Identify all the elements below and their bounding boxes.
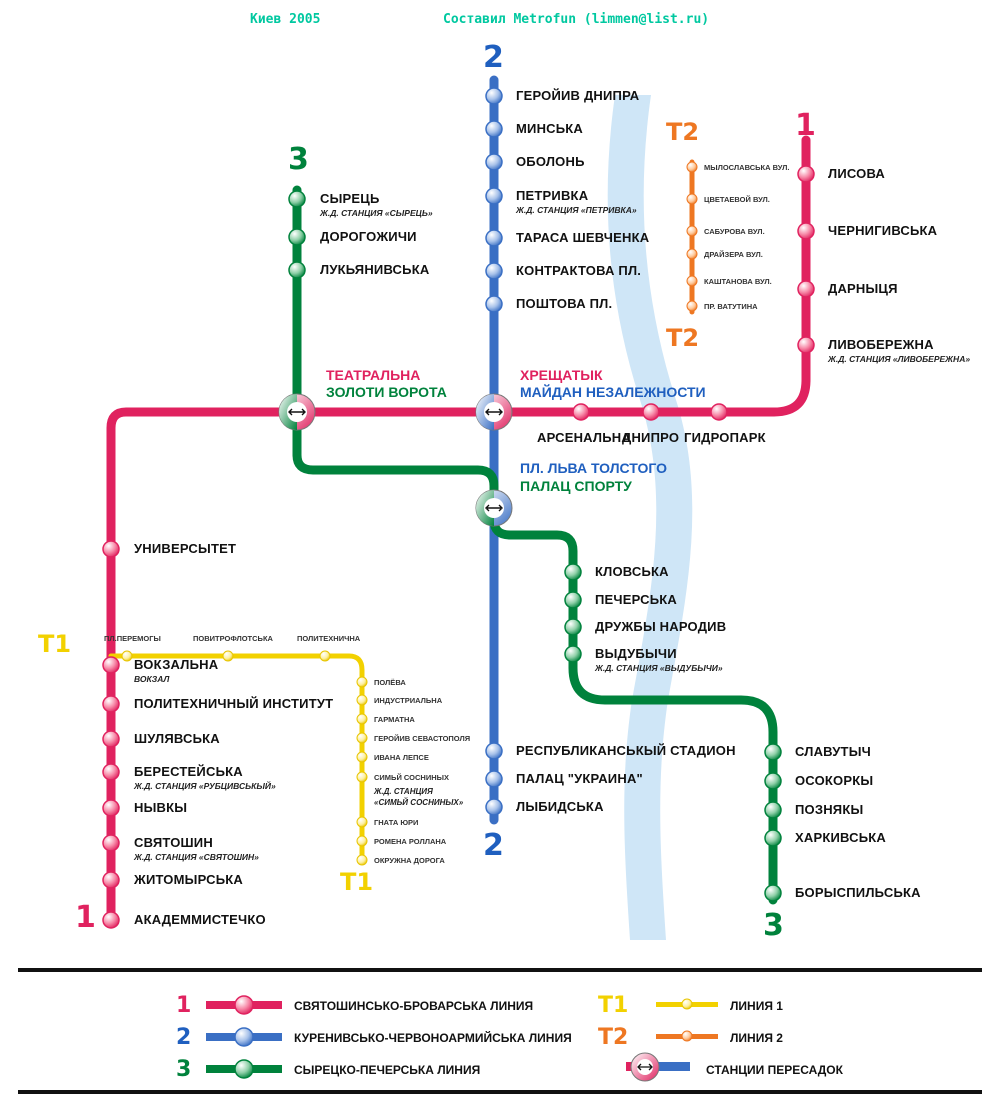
tram-1-track bbox=[111, 656, 362, 862]
tram-stop-note-line2: «СИМЬЙ СОСНИНЫХ» bbox=[374, 798, 464, 807]
tram-stop-label: ПОЛИТЕХНИЧНА bbox=[297, 634, 361, 643]
interchange-label-palats-sportu: ПАЛАЦ СПОРТУ bbox=[520, 478, 632, 494]
station-label: ВЫДУБЫЧИ bbox=[595, 646, 677, 661]
tram-stop-note-line1: Ж.Д. СТАНЦИЯ bbox=[374, 787, 433, 796]
interchange-lva-tolstogo-palats-sportu[interactable] bbox=[476, 490, 512, 526]
line-1-number-bottom: 1 bbox=[75, 900, 96, 935]
station-sublabel: ВОКЗАЛ bbox=[134, 674, 170, 684]
tram-stop-label: КАШТАНОВА ВУЛ. bbox=[704, 277, 772, 286]
line-2-number-bottom: 2 bbox=[483, 828, 504, 863]
tram-stop-label: ПОВИТРОФЛОТСЬКА bbox=[193, 634, 273, 643]
station-label: КЛОВСЬКА bbox=[595, 564, 669, 579]
legend-swatch-tram1 bbox=[656, 999, 718, 1009]
legend-number-tram2: T2 bbox=[598, 1025, 629, 1050]
tram-stop-label: ИНДУСТРИАЛЬНА bbox=[374, 696, 443, 705]
legend-swatch-line2 bbox=[206, 1028, 282, 1046]
interchange-label-zoloti-vorota: ЗОЛОТИ ВОРОТА bbox=[326, 384, 447, 400]
legend-text-tram2: ЛИНИЯ 2 bbox=[730, 1031, 783, 1045]
station-label: ЛИСОВА bbox=[828, 166, 885, 181]
station-label: ЛИВОБЕРЕЖНА bbox=[828, 337, 934, 352]
station-label: ПЕТРИВКА bbox=[516, 188, 589, 203]
interchange-label-teatralna: ТЕАТРАЛЬНА bbox=[326, 367, 421, 383]
interchange-label-lva-tolstogo: ПЛ. ЛЬВА ТОЛСТОГО bbox=[520, 460, 668, 476]
line-1-number-top: 1 bbox=[795, 108, 816, 143]
station-label: ПЕЧЕРСЬКА bbox=[595, 592, 678, 607]
station-label: ДОРОГОЖИЧИ bbox=[320, 229, 417, 244]
station-label: ОСОКОРКЫ bbox=[795, 773, 874, 788]
station-sublabel: Ж.Д. СТАНЦИЯ «ПЕТРИВКА» bbox=[516, 205, 637, 215]
station-label: МИНСЬКА bbox=[516, 121, 584, 136]
tram-stop-label: МЫЛОСЛАВСЬКА ВУЛ. bbox=[704, 163, 790, 172]
tram-stop-label: ГАРМАТНА bbox=[374, 715, 415, 724]
station-sublabel: Ж.Д. СТАНЦИЯ «ВЫДУБЫЧИ» bbox=[595, 663, 723, 673]
legend-number-tram1: T1 bbox=[598, 993, 629, 1018]
station-label: БЕРЕСТЕЙСЬКА bbox=[134, 764, 243, 779]
interchange-khreshchatyk-maidan[interactable] bbox=[476, 394, 512, 430]
station-label: ШУЛЯВСЬКА bbox=[134, 731, 220, 746]
river-dnipro bbox=[608, 95, 693, 940]
tram-stop-label: ПЛ.ПЕРЕМОГЫ bbox=[104, 634, 161, 643]
station-label: ЧЕРНИГИВСЬКА bbox=[828, 223, 938, 238]
tram-stop-label: ПОЛЁВА bbox=[374, 678, 406, 687]
tram-stop-label: ЦВЕТАЕВОЙ ВУЛ. bbox=[704, 195, 770, 204]
station-sublabel: Ж.Д. СТАНЦИЯ «СВЯТОШИН» bbox=[134, 852, 259, 862]
station-label: СЛАВУТЫЧ bbox=[795, 744, 871, 759]
tram-stop-label: САБУРОВА ВУЛ. bbox=[704, 227, 765, 236]
station-label: БОРЫСПИЛЬСЬКА bbox=[795, 885, 921, 900]
station-label: ХАРКИВСЬКА bbox=[795, 830, 886, 845]
station-label: АКАДЕММИСТЕЧКО bbox=[134, 912, 266, 927]
station-label: ГЕРОЙИВ ДНИПРА bbox=[516, 88, 640, 103]
tram-stop-label: ГНАТА ЮРИ bbox=[374, 818, 419, 827]
station-label: ЛУКЬЯНИВСЬКА bbox=[320, 262, 430, 277]
station-label: ВОКЗАЛЬНА bbox=[134, 657, 219, 672]
legend-number-line2: 2 bbox=[176, 1025, 192, 1050]
interchange-label-khreshchatyk: ХРЕЩАТЫК bbox=[520, 367, 603, 383]
legend-text-line3: СЫРЕЦКО-ПЕЧЕРСЬКА ЛИНИЯ bbox=[294, 1063, 481, 1077]
legend-text-tram1: ЛИНИЯ 1 bbox=[730, 999, 783, 1013]
station-label: ПОЗНЯКЫ bbox=[795, 802, 864, 817]
legend-swatch-tram2 bbox=[656, 1031, 718, 1041]
station-label: СЫРЕЦЬ bbox=[320, 191, 380, 206]
station-label: УНИВЕРСЫТЕТ bbox=[134, 541, 237, 556]
line-3-number-bottom: 3 bbox=[763, 908, 784, 943]
tram-stop-label: СИМЬЙ СОСНИНЫХ bbox=[374, 773, 449, 782]
station-label: ДАРНЫЦЯ bbox=[828, 281, 898, 296]
legend-text-line2: КУРЕНИВСЬКО-ЧЕРВОНОАРМИЙСЬКА ЛИНИЯ bbox=[294, 1031, 572, 1045]
map-title-left: Киев 2005 bbox=[250, 12, 321, 27]
station-label: СВЯТОШИН bbox=[134, 835, 213, 850]
station-label: ЛЫБИДСЬКА bbox=[516, 799, 604, 814]
station-label: ОБОЛОНЬ bbox=[516, 154, 585, 169]
station-label: КОНТРАКТОВА ПЛ. bbox=[516, 263, 642, 278]
tram-stop-label: ОКРУЖНА ДОРОГА bbox=[374, 856, 445, 865]
tram-2-number-bottom: T2 bbox=[666, 324, 700, 352]
station-label: ПОШТОВА ПЛ. bbox=[516, 296, 613, 311]
map-title-right: Составил Metrofun (limmen@list.ru) bbox=[443, 12, 710, 27]
station-label: ДНИПРО bbox=[622, 430, 680, 445]
legend-swatch-line3 bbox=[206, 1060, 282, 1078]
station-label: ТАРАСА ШЕВЧЕНКА bbox=[516, 230, 650, 245]
tram-stop-label: ИВАНА ЛЕПСЕ bbox=[374, 753, 429, 762]
station-label: ПАЛАЦ "УКРАИНА" bbox=[516, 771, 643, 786]
line-2-station-dots-south bbox=[486, 743, 502, 815]
station-label: АРСЕНАЛЬНА bbox=[537, 430, 631, 445]
station-sublabel: Ж.Д. СТАНЦИЯ «ЛИВОБЕРЕЖНА» bbox=[828, 354, 971, 364]
line-2-number-top: 2 bbox=[483, 40, 504, 75]
legend-swatch-interchange bbox=[626, 1053, 690, 1081]
legend-text-interchange: СТАНЦИИ ПЕРЕСАДОК bbox=[706, 1063, 843, 1077]
tram-stop-label: ГЕРОЙИВ СЕВАСТОПОЛЯ bbox=[374, 734, 471, 743]
legend-text-line1: СВЯТОШИНСЬКО-БРОВАРСЬКА ЛИНИЯ bbox=[294, 999, 534, 1013]
legend-number-line1: 1 bbox=[176, 993, 192, 1018]
line-3-number-top: 3 bbox=[288, 142, 309, 177]
interchange-label-maidan: МАЙДАН НЕЗАЛЕЖНОСТИ bbox=[520, 384, 706, 400]
station-sublabel: Ж.Д. СТАНЦИЯ «СЫРЕЦЬ» bbox=[320, 208, 433, 218]
station-sublabel: Ж.Д. СТАНЦИЯ «РУБЦИВСЬКЫЙ» bbox=[134, 781, 276, 791]
line-2-station-dots-north bbox=[486, 88, 502, 312]
station-label: РЕСПУБЛИКАНСЬКЫЙ СТАДИОН bbox=[516, 743, 736, 758]
station-label: ДРУЖБЫ НАРОДИВ bbox=[595, 619, 727, 634]
legend-swatch-line1 bbox=[206, 996, 282, 1014]
interchange-teatralna-zoloti-vorota[interactable] bbox=[279, 394, 315, 430]
tram-1-number-left: T1 bbox=[38, 630, 72, 658]
station-label: ГИДРОПАРК bbox=[684, 430, 766, 445]
tram-stop-label: ПР. ВАТУТИНА bbox=[704, 302, 758, 311]
station-label: ПОЛИТЕХНИЧНЫЙ ИНСТИТУТ bbox=[134, 696, 334, 711]
tram-stop-label: РОМЕНА РОЛЛАНА bbox=[374, 837, 447, 846]
tram-1-number-bottom: T1 bbox=[340, 868, 374, 896]
station-label: ЖИТОМЫРСЬКА bbox=[134, 872, 243, 887]
tram-2-number-top: T2 bbox=[666, 118, 700, 146]
legend-number-line3: 3 bbox=[176, 1057, 192, 1082]
tram-stop-label: ДРАЙЗЕРА ВУЛ. bbox=[704, 250, 763, 259]
station-label: НЫВКЫ bbox=[134, 800, 188, 815]
